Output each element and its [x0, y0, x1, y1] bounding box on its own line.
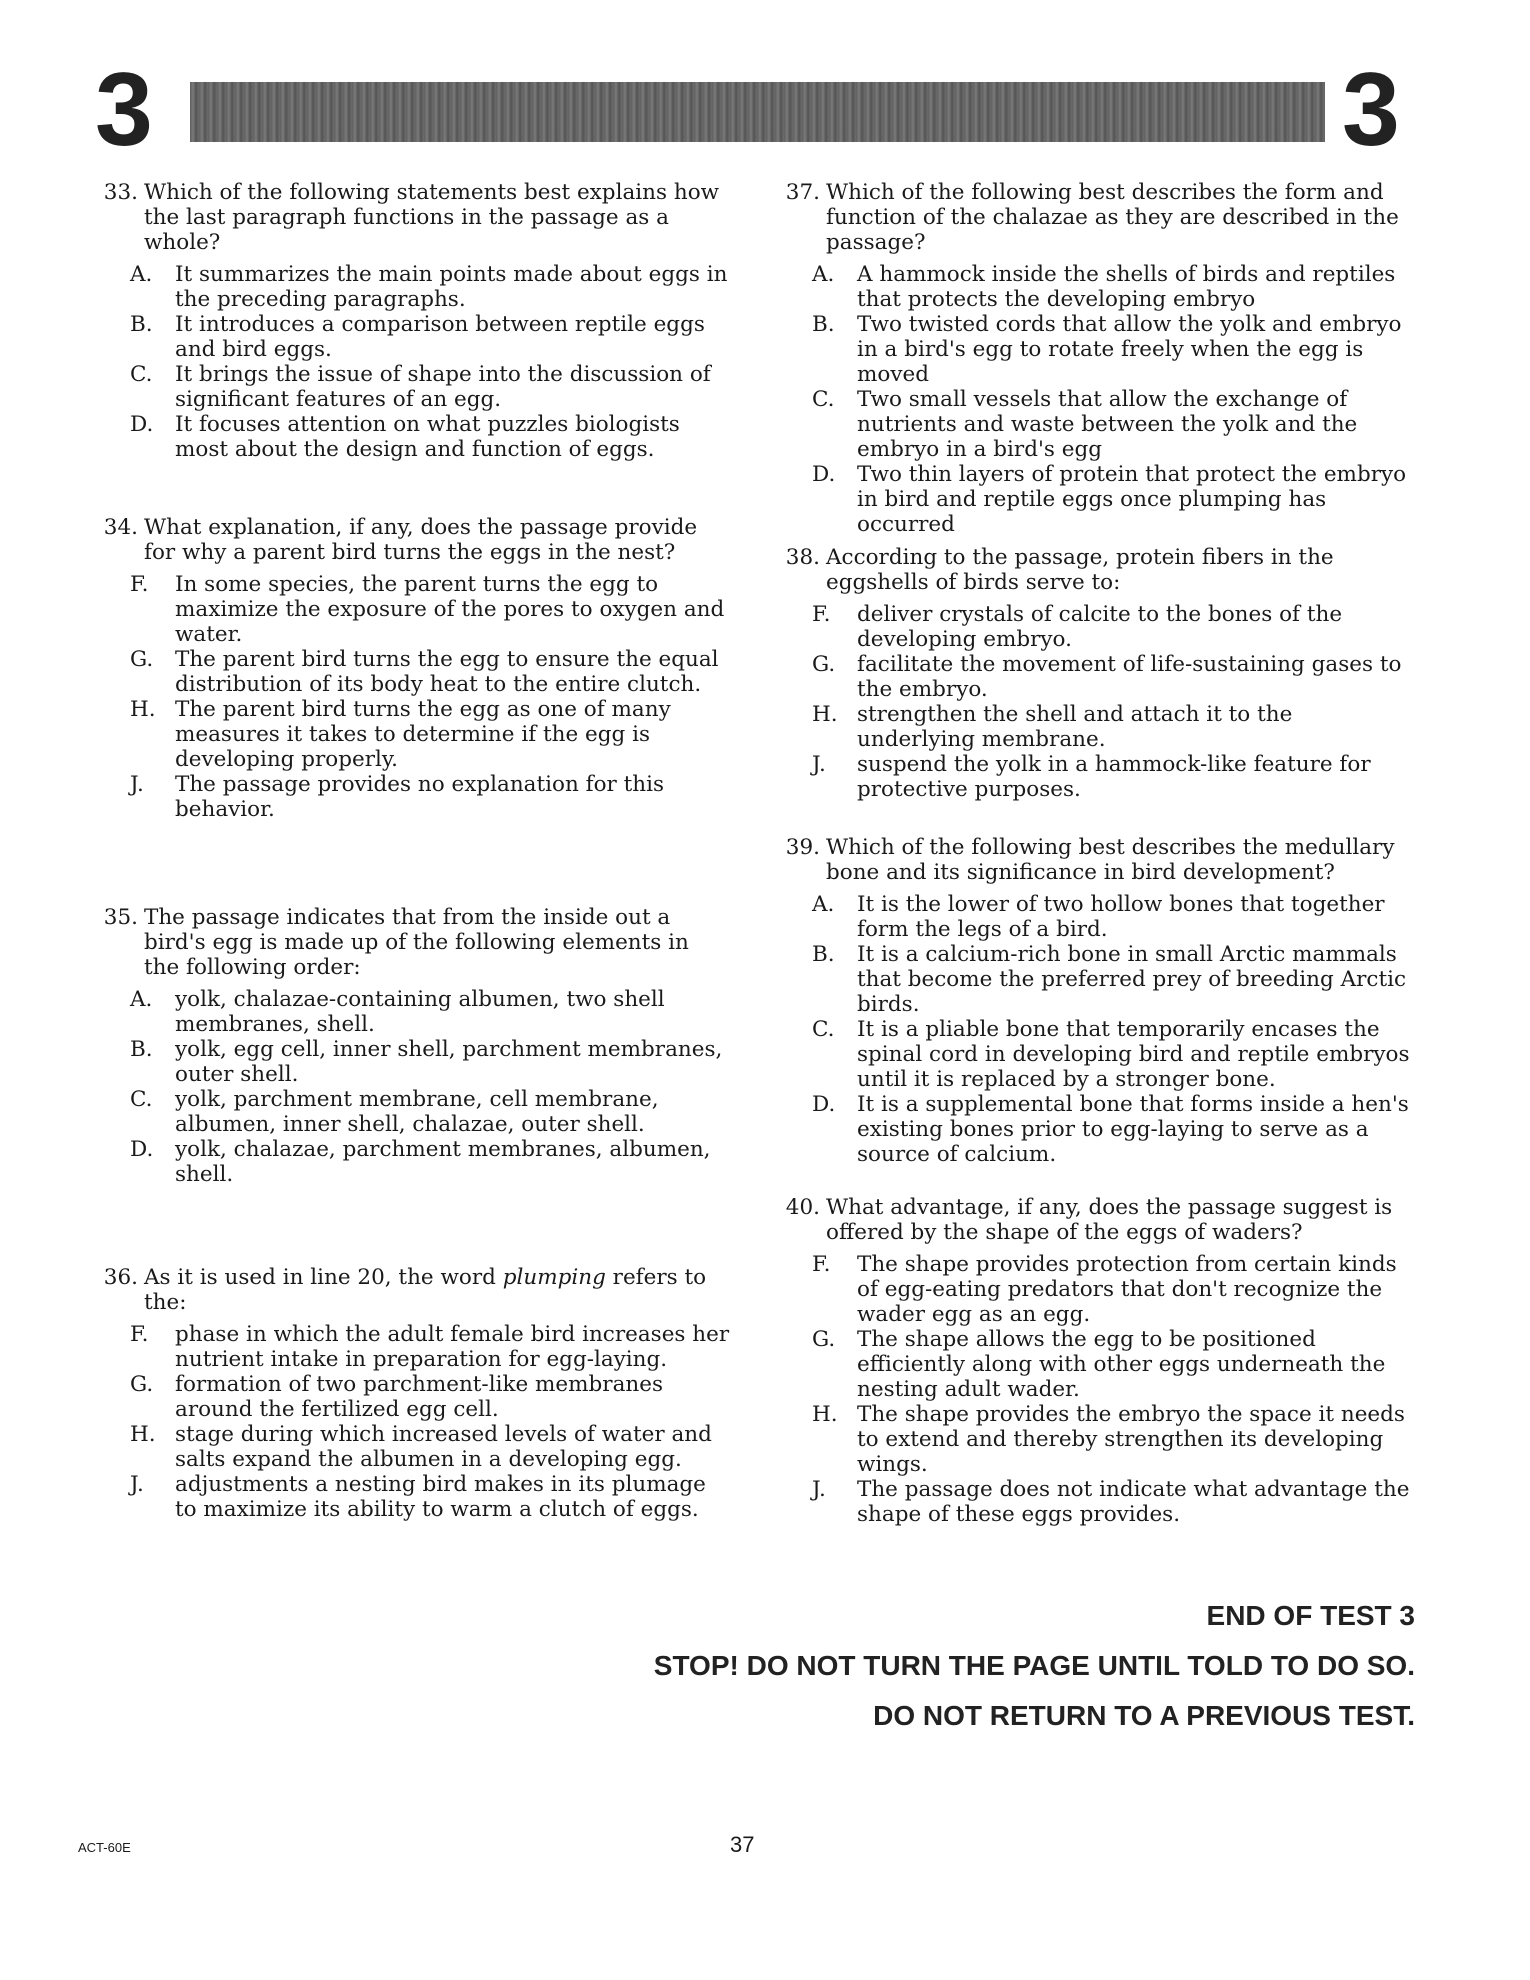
option-label: J. — [812, 752, 826, 777]
question-33 — [90, 180, 730, 462]
answer-option-d[interactable] — [130, 412, 730, 462]
option-text: strengthen the shell and attach it to the underlying membrane. — [857, 702, 1293, 752]
option-text: A hammock inside the shells of birds and reptiles that protects the developing embryo — [857, 262, 1396, 312]
answer-option-c[interactable] — [812, 1017, 1417, 1092]
answer-options — [130, 987, 730, 1187]
answer-option-h[interactable] — [812, 702, 1417, 752]
option-text: yolk, chalazae, parchment membranes, albumen, shell. — [175, 1137, 711, 1187]
option-label: J. — [130, 772, 144, 797]
answer-option-j[interactable] — [812, 1477, 1417, 1527]
stem-before: As it is used in line 20, the word — [144, 1265, 503, 1290]
option-label: C. — [130, 1087, 153, 1112]
option-label: D. — [812, 1092, 836, 1117]
question-34 — [90, 515, 730, 822]
option-label: D. — [130, 412, 154, 437]
option-text: The parent bird turns the egg to ensure the equal distribution of its body heat to the entire clutch. — [175, 647, 719, 697]
answer-option-d[interactable] — [812, 462, 1417, 537]
option-label: A. — [130, 262, 153, 287]
question-number: 33. — [103, 180, 138, 205]
stem-after: refers to the: — [144, 1265, 707, 1315]
question-number: 38. — [785, 545, 820, 570]
answer-options — [130, 1322, 730, 1522]
option-text: It introduces a comparison between reptile eggs and bird eggs. — [175, 312, 705, 362]
option-label: B. — [130, 312, 153, 337]
option-text: suspend the yolk in a hammock-like feature for protective purposes. — [857, 752, 1371, 802]
answer-options — [812, 1252, 1417, 1527]
option-text: facilitate the movement of life-sustaining gases to the embryo. — [857, 652, 1402, 702]
answer-option-b[interactable] — [130, 312, 730, 362]
answer-options — [130, 262, 730, 462]
option-text: phase in which the adult female bird increases her nutrient intake in preparation for egg-laying. — [175, 1322, 730, 1372]
option-label: A. — [130, 987, 153, 1012]
question-number: 40. — [785, 1195, 820, 1220]
option-text: It summarizes the main points made about eggs in the preceding paragraphs. — [175, 262, 728, 312]
answer-option-c[interactable] — [130, 1087, 730, 1137]
option-label: G. — [812, 652, 836, 677]
answer-option-f[interactable] — [130, 572, 730, 647]
question-stem: Which of the following best describes the form and function of the chalazae as they are described in the passage? — [826, 180, 1399, 255]
option-label: J. — [812, 1477, 826, 1502]
option-text: The passage does not indicate what advantage the shape of these eggs provides. — [857, 1477, 1410, 1527]
answer-option-a[interactable] — [812, 892, 1417, 942]
section-header-bar — [190, 82, 1325, 142]
option-text: yolk, parchment membrane, cell membrane, albumen, inner shell, chalazae, outer shell. — [175, 1087, 659, 1137]
answer-option-b[interactable] — [812, 312, 1417, 387]
option-text: In some species, the parent turns the egg to maximize the exposure of the pores to oxygen and water. — [175, 572, 725, 647]
question-number: 35. — [103, 905, 138, 930]
answer-option-a[interactable] — [130, 262, 730, 312]
stop-instruction: STOP! DO NOT TURN THE PAGE UNTIL TOLD TO DO SO. — [653, 1650, 1415, 1681]
option-text: Two small vessels that allow the exchange of nutrients and waste between the yolk and the embryo in a bird's egg — [857, 387, 1358, 462]
option-text: It is a calcium-rich bone in small Arctic mammals that become the preferred prey of breeding Arctic birds. — [857, 942, 1407, 1017]
stem-italic-word: plumping — [502, 1265, 606, 1290]
answer-option-f[interactable] — [130, 1322, 730, 1372]
option-text: The parent bird turns the egg as one of many measures it takes to determine if the egg is developing properly. — [175, 697, 671, 772]
option-text: The shape provides the embryo the space it needs to extend and thereby strengthen its developing wings. — [857, 1402, 1405, 1477]
answer-option-b[interactable] — [812, 942, 1417, 1017]
question-40 — [772, 1195, 1417, 1527]
option-label: H. — [130, 1422, 156, 1447]
option-label: B. — [812, 312, 835, 337]
question-number: 37. — [785, 180, 820, 205]
option-label: J. — [130, 1472, 144, 1497]
answer-option-j[interactable] — [130, 1472, 730, 1522]
question-38 — [772, 545, 1417, 802]
answer-option-b[interactable] — [130, 1037, 730, 1087]
question-37 — [772, 180, 1417, 537]
option-text: It is a pliable bone that temporarily encases the spinal cord in developing bird and reptile embryos until it is replaced by a stronger bone. — [857, 1017, 1410, 1092]
option-text: adjustments a nesting bird makes in its plumage to maximize its ability to warm a clutch of eggs. — [175, 1472, 706, 1522]
page-number: 37 — [730, 1832, 755, 1857]
question-36 — [90, 1265, 730, 1522]
answer-option-f[interactable] — [812, 1252, 1417, 1327]
question-stem — [144, 1265, 730, 1315]
option-text: It brings the issue of shape into the discussion of significant features of an egg. — [175, 362, 711, 412]
question-stem: What explanation, if any, does the passage provide for why a parent bird turns the eggs in the nest? — [144, 515, 698, 565]
option-label: D. — [130, 1137, 154, 1162]
option-label: B. — [812, 942, 835, 967]
answer-option-h[interactable] — [130, 1422, 730, 1472]
answer-option-d[interactable] — [130, 1137, 730, 1187]
answer-option-a[interactable] — [130, 987, 730, 1037]
option-text: The shape provides protection from certain kinds of egg-eating predators that don't recognize the wader egg as an egg. — [857, 1252, 1397, 1327]
option-text: The shape allows the egg to be positioned efficiently along with other eggs underneath the nesting adult wader. — [857, 1327, 1386, 1402]
answer-option-g[interactable] — [130, 1372, 730, 1422]
option-label: F. — [130, 1322, 149, 1347]
option-text: yolk, chalazae-containing albumen, two shell membranes, shell. — [175, 987, 665, 1037]
option-label: D. — [812, 462, 836, 487]
answer-option-c[interactable] — [812, 387, 1417, 462]
option-label: C. — [812, 387, 835, 412]
question-stem: What advantage, if any, does the passage suggest is offered by the shape of the eggs of waders? — [826, 1195, 1393, 1245]
answer-options — [812, 262, 1417, 537]
option-text: It focuses attention on what puzzles biologists most about the design and function of eggs. — [175, 412, 680, 462]
answer-option-f[interactable] — [812, 602, 1417, 652]
option-label: H. — [812, 1402, 838, 1427]
answer-option-h[interactable] — [130, 697, 730, 772]
form-code: ACT-60E — [78, 1840, 131, 1855]
answer-option-d[interactable] — [812, 1092, 1417, 1167]
answer-option-a[interactable] — [812, 262, 1417, 312]
option-label: F. — [130, 572, 149, 597]
question-stem: According to the passage, protein fibers in the eggshells of birds serve to: — [826, 545, 1334, 595]
option-label: C. — [812, 1017, 835, 1042]
answer-options — [812, 602, 1417, 802]
answer-option-g[interactable] — [812, 1327, 1417, 1402]
option-text: The passage provides no explanation for this behavior. — [175, 772, 665, 822]
question-35 — [90, 905, 730, 1187]
end-of-test-label: END OF TEST 3 — [1206, 1600, 1415, 1631]
option-text: It is the lower of two hollow bones that together form the legs of a bird. — [857, 892, 1385, 942]
option-label: F. — [812, 1252, 831, 1277]
option-label: G. — [812, 1327, 836, 1352]
answer-options — [812, 892, 1417, 1167]
answer-option-j[interactable] — [130, 772, 730, 822]
answer-option-h[interactable] — [812, 1402, 1417, 1477]
question-number: 36. — [103, 1265, 138, 1290]
question-number: 34. — [103, 515, 138, 540]
question-stem: Which of the following statements best explains how the last paragraph functions in the passage as a whole? — [144, 180, 720, 255]
answer-options — [130, 572, 730, 822]
option-text: stage during which increased levels of water and salts expand the albumen in a developing egg. — [175, 1422, 712, 1472]
question-number: 39. — [785, 835, 820, 860]
option-label: G. — [130, 1372, 154, 1397]
option-text: Two thin layers of protein that protect the embryo in bird and reptile eggs once plumping has occurred — [857, 462, 1407, 537]
option-text: It is a supplemental bone that forms inside a hen's existing bones prior to egg-laying to serve as a source of calcium. — [857, 1092, 1409, 1167]
no-return-instruction: DO NOT RETURN TO A PREVIOUS TEST. — [873, 1700, 1415, 1731]
question-stem: The passage indicates that from the inside out a bird's egg is made up of the following elements in the following order: — [144, 905, 689, 980]
option-label: H. — [812, 702, 838, 727]
option-label: F. — [812, 602, 831, 627]
option-label: A. — [812, 892, 835, 917]
option-text: yolk, egg cell, inner shell, parchment membranes, outer shell. — [175, 1037, 723, 1087]
answer-option-g[interactable] — [130, 647, 730, 697]
option-label: H. — [130, 697, 156, 722]
section-number-right: 3 — [1342, 52, 1400, 168]
option-text: deliver crystals of calcite to the bones of the developing embryo. — [857, 602, 1343, 652]
answer-option-g[interactable] — [812, 652, 1417, 702]
option-text: Two twisted cords that allow the yolk and embryo in a bird's egg to rotate freely when the egg is moved — [857, 312, 1402, 387]
answer-option-j[interactable] — [812, 752, 1417, 802]
option-label: G. — [130, 647, 154, 672]
question-39 — [772, 835, 1417, 1167]
option-label: C. — [130, 362, 153, 387]
question-stem: Which of the following best describes the medullary bone and its significance in bird development? — [826, 835, 1395, 885]
option-label: A. — [812, 262, 835, 287]
answer-option-c[interactable] — [130, 362, 730, 412]
option-text: formation of two parchment-like membranes around the fertilized egg cell. — [175, 1372, 663, 1422]
option-label: B. — [130, 1037, 153, 1062]
section-number-left: 3 — [95, 52, 153, 168]
